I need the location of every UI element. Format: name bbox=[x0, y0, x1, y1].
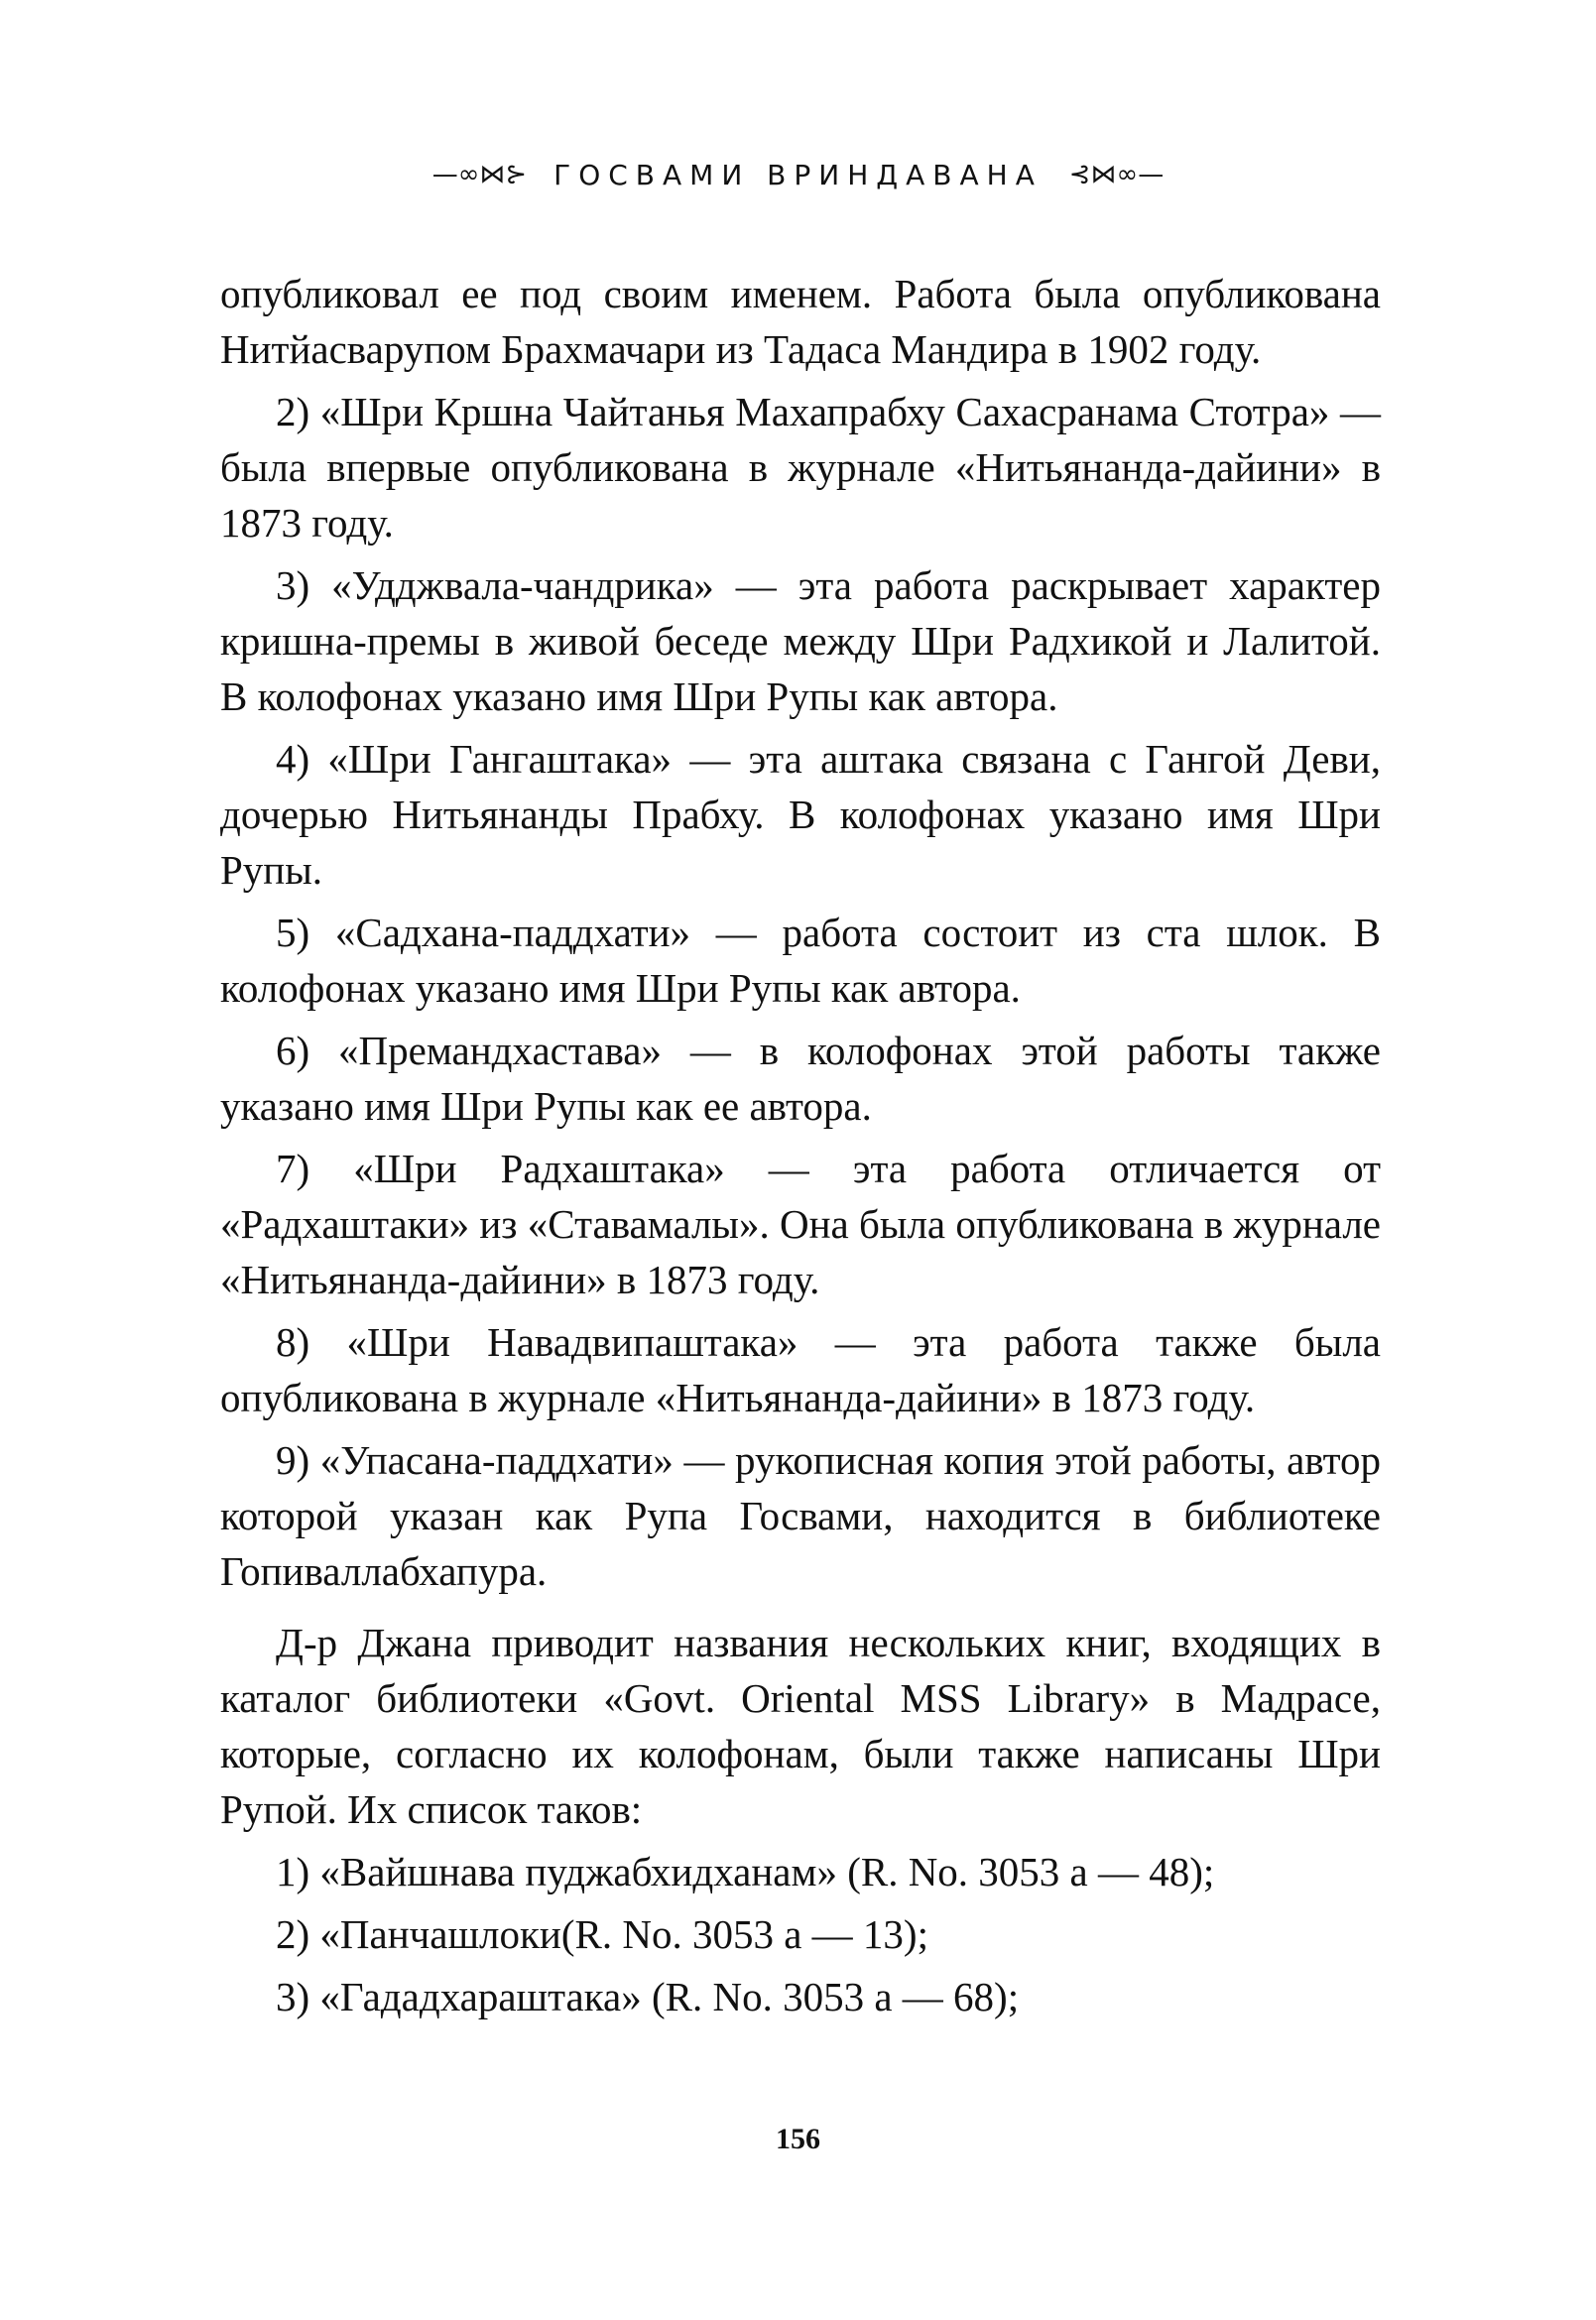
list-item-6: 6) «Премандхастава» — в колофонах этой работы также указано имя Шри Рупы как ее автора. bbox=[220, 1028, 1381, 1129]
page-number: 156 bbox=[776, 2123, 820, 2155]
page-body bbox=[220, 266, 1381, 2031]
ornament-right-icon: ⊰⋈∞— bbox=[1068, 160, 1165, 189]
paragraph-continuation: опубликовал ее под своим именем. Работа была опубликована Нитйасварупом Брахмачари из Тадаса Мандира в 1902 году. bbox=[220, 271, 1381, 372]
list-item-5: 5) «Садхана-паддхати» — работа состоит из ста шлок. В колофонах указано имя Шри Рупы как автора. bbox=[220, 910, 1381, 1011]
list-item-9: 9) «Упасана-паддхати» — рукописная копия этой работы, автор которой указан как Рупа Госвами, находится в библиотеке Гопиваллабхапура. bbox=[220, 1437, 1381, 1594]
catalog-item-1: 1) «Вайшнава пуджабхидханам» (R. No. 3053 a — 48); bbox=[276, 1849, 1215, 1894]
list-item-4: 4) «Шри Гангаштака» — эта аштака связана с Гангой Деви, дочерью Нитьянанды Прабху. В колофонах указано имя Шри Рупы. bbox=[220, 736, 1381, 893]
running-header bbox=[0, 157, 1596, 191]
list-item-2: 2) «Шри Кршна Чайтанья Махапрабху Сахасранама Стотра» — была впервые опубликована в журнале «Нитьянанда-дайини» в 1873 году. bbox=[220, 389, 1381, 546]
list-item-7: 7) «Шри Радхаштака» — эта работа отличается от «Радхаштаки» из «Ставамалы». Она была опубликована в журнале «Нитьянанда-дайини» в 1873 году. bbox=[220, 1146, 1381, 1302]
list-item-3: 3) «Удджвала-чандрика» — эта работа раскрывает характер кришна-премы в живой беседе между Шри Радхикой и Лалитой. В колофонах указано имя Шри Рупы как автора. bbox=[220, 562, 1381, 719]
running-header-title: ГОСВАМИ ВРИНДАВАНА bbox=[553, 158, 1043, 191]
catalog-item-2: 2) «Панчашлоки(R. No. 3053 a — 13); bbox=[276, 1911, 928, 1957]
paragraph-catalog: Д-р Джана приводит названия нескольких книг, входящих в каталог библиотеки «Govt. Oriental MSS Library» в Мадрасе, которые, согласно их колофонам, были также написаны Шри Рупой. Их список таков: bbox=[220, 1620, 1381, 1832]
ornament-left-icon: —∞⋈⊱ bbox=[431, 160, 528, 189]
list-item-8: 8) «Шри Навадвипаштака» — эта работа также была опубликована в журнале «Нитьянанда-дайини» в 1873 году. bbox=[220, 1319, 1381, 1420]
catalog-item-3: 3) «Гададхараштака» (R. No. 3053 a — 68); bbox=[276, 1974, 1020, 2019]
